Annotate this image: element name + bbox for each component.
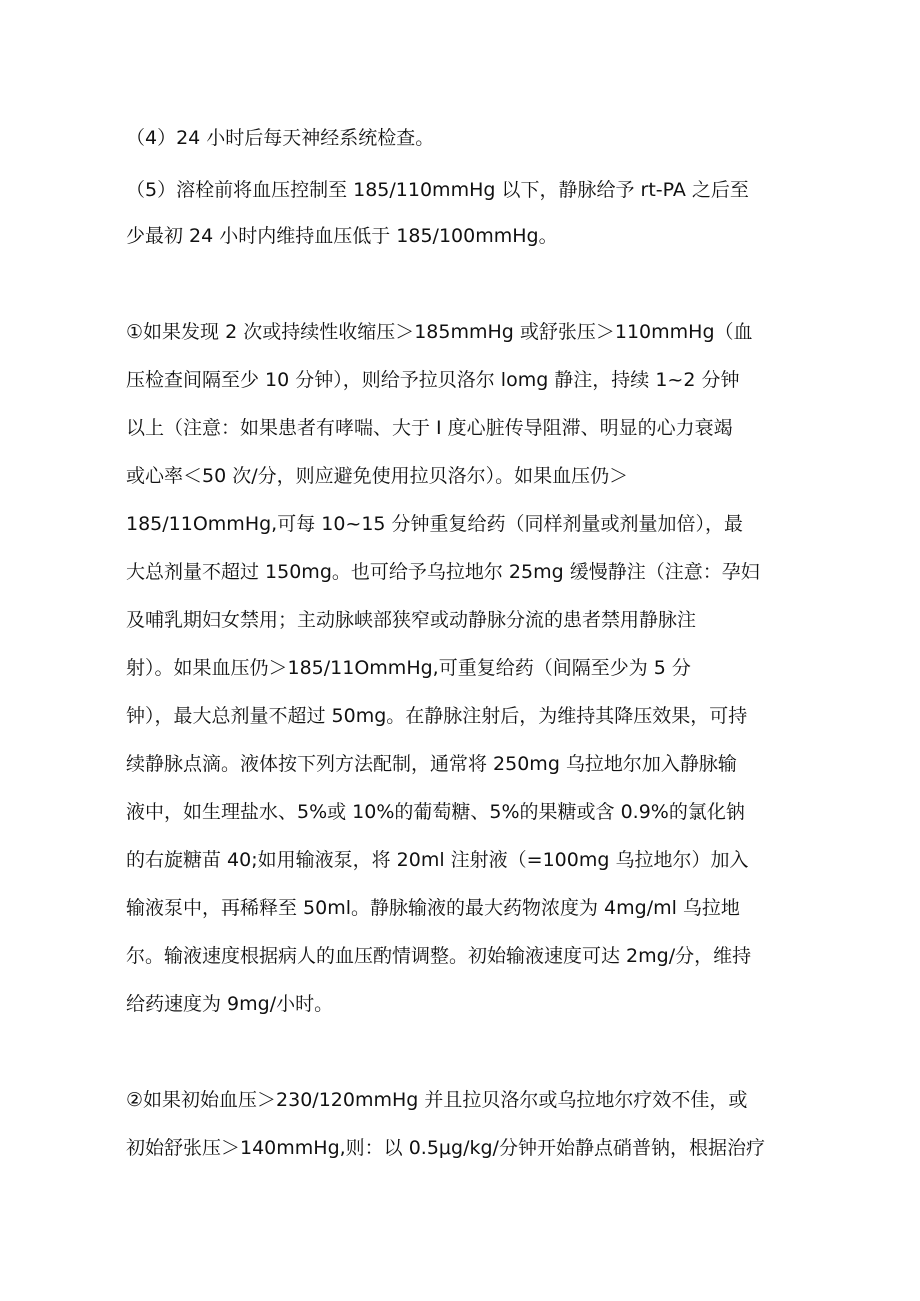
text-line: 输液泵中，再稀释至 50ml。静脉输液的最大药物浓度为 4mg/ml 乌拉地 <box>126 897 740 919</box>
text-line: 钟），最大总剂量不超过 50mg。在静脉注射后，为维持其降压效果，可持 <box>126 705 748 727</box>
text-line: 及哺乳期妇女禁用；主动脉峡部狭窄或动静脉分流的患者禁用静脉注 <box>126 609 697 631</box>
text-line: 压检查间隔至少 10 分钟），则给予拉贝洛尔 lomg 静注，持续 1~2 分钟 <box>126 369 740 391</box>
text-line: ①如果发现 2 次或持续性收缩压＞185mmHg 或舒张压＞110mmHg（血 <box>126 321 753 343</box>
text-line: 185/11OmmHg,可每 10~15 分钟重复给药（同样剂量或剂量加倍），最 <box>126 513 744 535</box>
text-line: 续静脉点滴。液体按下列方法配制，通常将 250mg 乌拉地尔加入静脉输 <box>126 753 737 775</box>
text-line: （4）24 小时后每天神经系统检查。 <box>126 127 435 149</box>
text-line: 少最初 24 小时内维持血压低于 185/100mmHg。 <box>126 225 558 247</box>
text-line: 的右旋糖苗 40;如用输液泵，将 20ml 注射液（=100mg 乌拉地尔）加入 <box>126 849 749 871</box>
text-line: 初始舒张压＞140mmHg,则：以 0.5μg/kg/分钟开始静点硝普钠，根据治疗 <box>126 1137 765 1159</box>
text-line: 大总剂量不超过 150mg。也可给予乌拉地尔 25mg 缓慢静注（注意：孕妇 <box>126 561 760 583</box>
text-line: 尔。输液速度根据病人的血压酌情调整。初始输液速度可达 2mg/分，维持 <box>126 945 752 967</box>
text-line: 以上（注意：如果患者有哮喘、大于 I 度心脏传导阻滞、明显的心力衰竭 <box>126 417 733 439</box>
text-line: （5）溶栓前将血压控制至 185/110mmHg 以下，静脉给予 rt-PA 之后至 <box>126 179 749 201</box>
text-line: 射）。如果血压仍＞185/11OmmHg,可重复给药（间隔至少为 5 分 <box>126 657 691 679</box>
text-line: 液中，如生理盐水、5%或 10%的葡萄糖、5%的果糖或含 0.9%的氯化钠 <box>126 801 745 823</box>
text-line: 给药速度为 9mg/小时。 <box>126 993 334 1015</box>
text-line: ②如果初始血压＞230/120mmHg 并且拉贝洛尔或乌拉地尔疗效不佳，或 <box>126 1089 748 1111</box>
text-line: 或心率＜50 次/分，则应避免使用拉贝洛尔）。如果血压仍＞ <box>126 465 629 487</box>
